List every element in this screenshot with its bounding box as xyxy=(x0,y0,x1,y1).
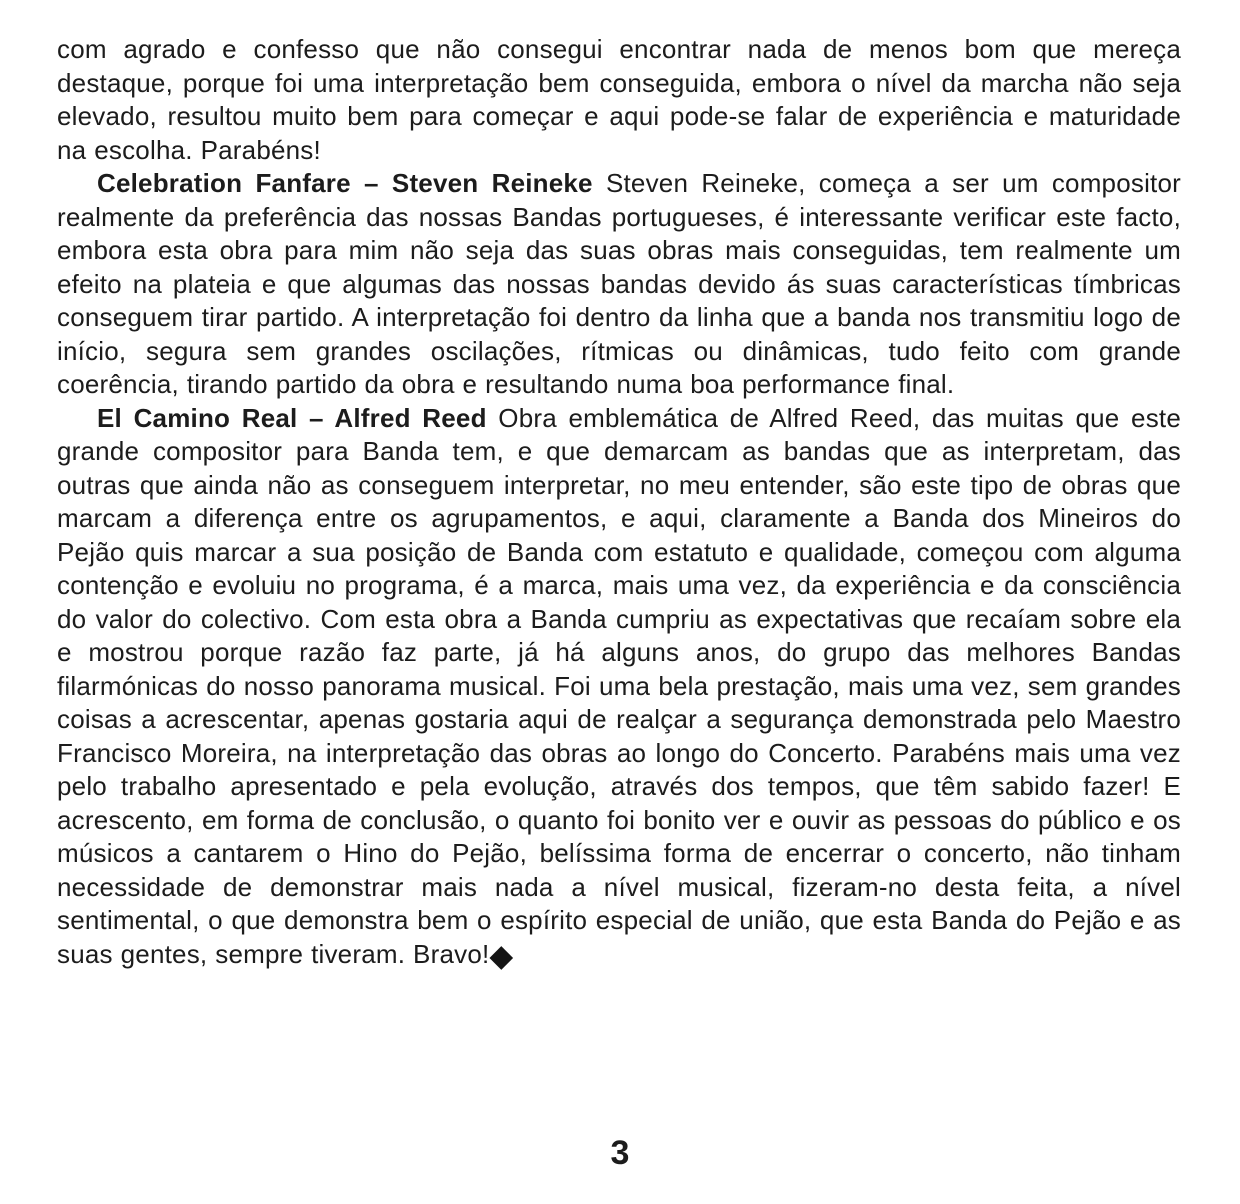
body-paragraph-opening xyxy=(57,33,1181,167)
document-page xyxy=(57,33,1181,971)
body-paragraph-el-camino-real xyxy=(57,402,1181,972)
body-paragraph-celebration-fanfare xyxy=(57,167,1181,402)
work-title-bold: Celebration Fanfare – Steven Reineke xyxy=(97,168,593,198)
page-number: 3 xyxy=(610,1134,630,1172)
work-title-bold: El Camino Real – Alfred Reed xyxy=(97,402,487,433)
end-of-article-diamond-icon: ◆ xyxy=(489,937,514,973)
paragraph-text: Steven Reineke, começa a ser um compositor realmente da preferência das nossas Bandas portugueses, é interessante verificar este facto, embora esta obra para mim não seja das suas obras mais conseguidas, tem realmente um efeito na plateia e que algumas das nossas bandas devido ás suas características tímbricas conseguem tirar partido. A interpretação foi dentro da linha que a banda nos transmitiu logo de início, segura sem grandes oscilações, rítmicas ou dinâmicas, tudo feito com grande coerência, tirando partido da obra e resultando numa boa performance final. xyxy=(57,168,1181,399)
paragraph-text: com agrado e confesso que não consegui encontrar nada de menos bom que mereça destaque, porque foi uma interpretação bem conseguida, embora o nível da marcha não seja elevado, resultou muito bem para começar e aqui pode-se falar de experiência e maturidade na escolha. Parabéns! xyxy=(57,34,1181,165)
paragraph-text: Obra emblemática de Alfred Reed, das muitas que este grande compositor para Banda tem, e que demarcam as bandas que as interpretam, das outras que ainda não as conseguem interpretar, no meu entender, são este tipo de obras que marcam a diferença entre os agrupamentos, e aqui, claramente a Banda dos Mineiros do Pejão quis marcar a sua posição de Banda com estatuto e qualidade, começou com alguma contenção e evoluiu no programa, é a marca, mais uma vez, da experiência e da consciência do valor do colectivo. Com esta obra a Banda cumpriu as expectativas que recaíam sobre ela e mostrou porque razão faz parte, já há alguns anos, do grupo das melhores Bandas filarmónicas do nosso panorama musical. Foi uma bela prestação, mais uma vez, sem grandes coisas a acrescentar, apenas gostaria aqui de realçar a segurança demonstrada pelo Maestro Francisco Moreira, na interpretação das obras ao longo do Concerto. Parabéns mais uma vez pelo trabalho apresentado e pela evolução, através dos tempos, que têm sabido fazer! E acrescento, em forma de conclusão, o quanto foi bonito ver e ouvir as pessoas do público e os músicos a cantarem o Hino do Pejão, belíssima forma de encerrar o concerto, não tinham necessidade de demonstrar mais nada a nível musical, fizeram-no desta feita, a nível sentimental, o que demonstra bem o espírito especial de união, que esta Banda do Pejão e as suas gentes, sempre tiveram. Bravo! xyxy=(57,402,1181,969)
